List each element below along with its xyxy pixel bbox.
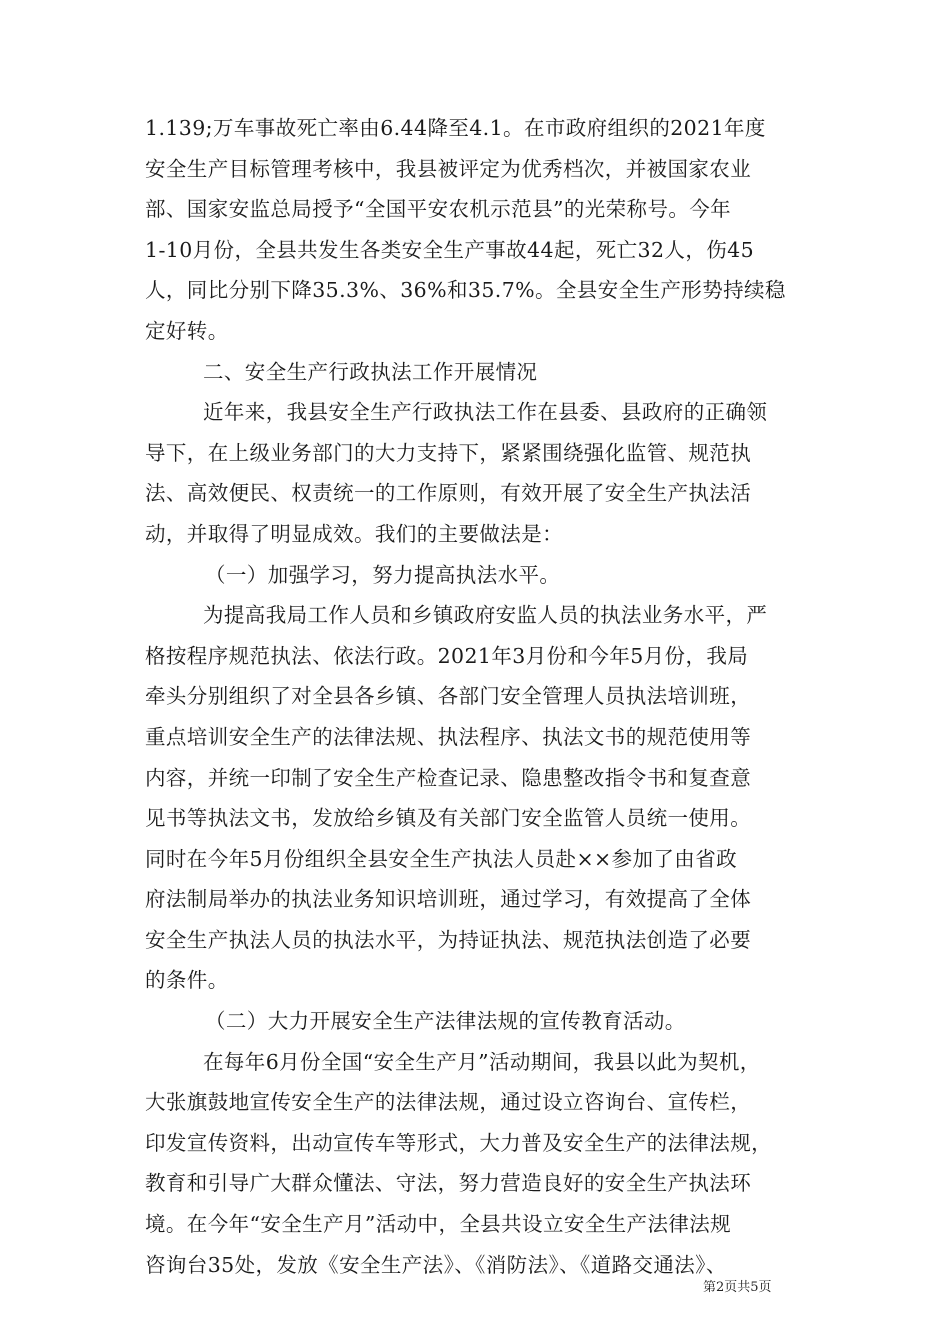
subsection-heading: （二）大力开展安全生产法律法规的宣传教育活动。 <box>205 1009 686 1034</box>
text-line: 导下，在上级业务部门的大力支持下，紧紧围绕强化监管、规范执 <box>145 440 752 465</box>
text-line: 法、高效便民、权责统一的工作原则，有效开展了安全生产执法活 <box>145 481 752 506</box>
text-line: 境。在今年“安全生产月”活动中，全县共设立安全生产法律法规 <box>145 1212 732 1237</box>
text-line: 动，并取得了明显成效。我们的主要做法是： <box>145 521 563 546</box>
text-line: 部、国家安监总局授予“全国平安农机示范县”的光荣称号。今年 <box>145 197 732 222</box>
section-heading: 二、安全生产行政执法工作开展情况 <box>203 359 538 384</box>
page-number: 第2页共5页 <box>703 1280 772 1295</box>
text-line: 同时在今年5月份组织全县安全生产执法人员赴××参加了由省政 <box>145 846 737 871</box>
subsection-heading: （一）加强学习，努力提高执法水平。 <box>205 562 561 587</box>
text-line: 1.139;万车事故死亡率由6.44降至4.1。在市政府组织的2021年度 <box>145 116 766 140</box>
text-line: 的条件。 <box>145 968 229 993</box>
text-line: 大张旗鼓地宣传安全生产的法律法规，通过设立咨询台、宣传栏， <box>145 1090 752 1115</box>
text-line: 牵头分别组织了对全县各乡镇、各部门安全管理人员执法培训班， <box>145 684 752 709</box>
document-body <box>145 108 813 1285</box>
text-line: 定好转。 <box>145 318 229 343</box>
text-line: 教育和引导广大群众懂法、守法，努力营造良好的安全生产执法环 <box>145 1171 752 1196</box>
text-line: 人，同比分别下降35.3%、36%和35.7%。全县安全生产形势持续稳 <box>145 278 786 303</box>
paragraph-start: 为提高我局工作人员和乡镇政府安监人员的执法业务水平，严 <box>203 603 768 628</box>
text-line: 安全生产目标管理考核中，我县被评定为优秀档次，并被国家农业 <box>145 156 752 181</box>
text-line: 见书等执法文书，发放给乡镇及有关部门安全监管人员统一使用。 <box>145 806 752 831</box>
text-line: 格按程序规范执法、依法行政。2021年3月份和今年5月份，我局 <box>145 643 749 668</box>
text-line: 内容，并统一印制了安全生产检查记录、隐患整改指令书和复查意 <box>145 765 752 790</box>
paragraph-start: 在每年6月份全国“安全生产月”活动期间，我县以此为契机， <box>203 1049 761 1074</box>
text-line: 咨询台35处，发放《安全生产法》、《消防法》、《道路交通法》、 <box>145 1252 727 1277</box>
text-line: 1-10月份，全县共发生各类安全生产事故44起，死亡32人，伤45 <box>145 237 755 262</box>
text-line: 府法制局举办的执法业务知识培训班，通过学习，有效提高了全体 <box>145 887 752 912</box>
paragraph-start: 近年来，我县安全生产行政执法工作在县委、县政府的正确领 <box>203 400 768 425</box>
text-line: 印发宣传资料，出动宣传车等形式，大力普及安全生产的法律法规， <box>145 1130 772 1155</box>
text-line: 重点培训安全生产的法律法规、执法程序、执法文书的规范使用等 <box>145 724 752 749</box>
text-line: 安全生产执法人员的执法水平，为持证执法、规范执法创造了必要 <box>145 927 752 952</box>
